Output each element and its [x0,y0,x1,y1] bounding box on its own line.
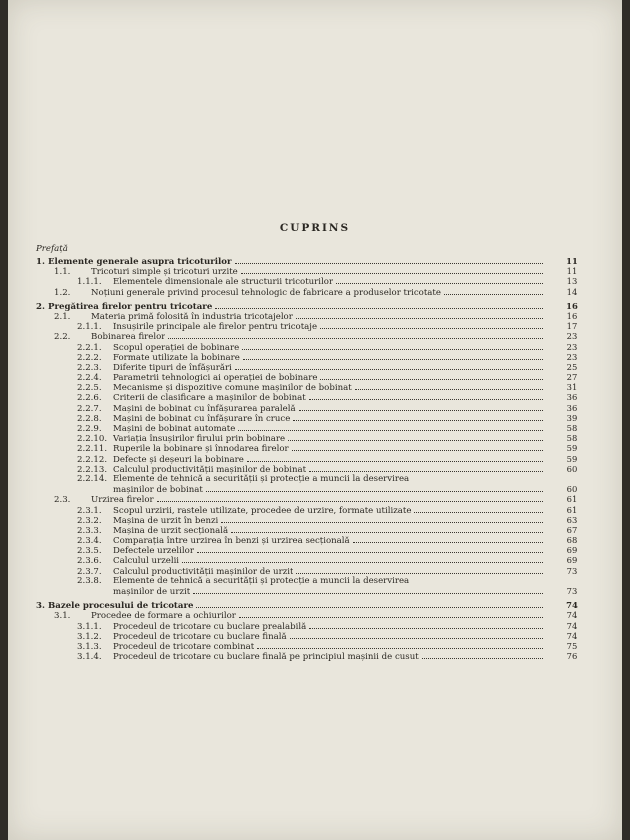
toc-entry-label: Ruperile la bobinare și înnodarea firelor [113,444,289,455]
dot-leader [168,331,543,339]
toc-entry-label: Defecte și deșeuri la bobinare [113,454,244,465]
toc-entry [36,276,578,288]
toc-entry-number: 2.2.10. [77,434,108,445]
toc-entry [36,565,578,577]
toc-entry [36,651,578,663]
dot-leader [296,311,543,319]
toc-page-number: 73 [566,586,578,596]
toc-entry-label: Procedeul de tricotare cu buclare finală [113,631,287,642]
toc-entry-number: 2.3.2. [77,515,102,526]
toc-page-number: 69 [566,555,578,566]
toc-page-number: 36 [566,392,578,403]
toc-entry [36,351,578,363]
toc-page-number: 23 [566,341,578,352]
toc-entry-label: Tricoturi simple și tricoturi urzite [91,267,238,278]
dot-leader [215,301,543,309]
toc-page-number: 31 [566,382,578,393]
toc-page-number: 39 [566,412,578,423]
toc-entry-number: 3.1.4. [77,652,102,663]
toc-entry-number: 2.2. [54,332,71,343]
toc-entry-label: Scopul urzirii, rastele utilizate, procedee de urzire, formate utilizate [113,505,412,516]
dot-leader [221,515,543,523]
toc-entry [36,310,578,322]
dot-leader [182,555,543,563]
toc-entry [36,372,578,384]
toc-entry-label: Elementele dimensionale ale structurii tricoturilor [113,277,334,288]
dot-leader [320,372,543,380]
toc-entry [36,433,578,445]
preface-entry: Prefață [36,244,68,254]
toc-page-number: 23 [566,351,578,362]
toc-entry-label: Variația însușirilor firului prin bobinare [113,434,286,445]
dot-leader [238,423,543,431]
toc-entry [36,266,578,278]
toc-page-number: 74 [566,620,578,631]
toc-entry-label: Calculul productivității mașinilor de bobinat [113,464,307,475]
toc-entry [36,402,578,414]
toc-entry-number: 2.3.7. [77,566,102,577]
toc-entry-label: Însușirile principale ale firelor pentru tricotaje [113,322,318,333]
toc-page-number: 11 [566,266,578,277]
toc-entry-number: 2.2.2. [77,352,102,363]
toc-entry [36,286,578,298]
dot-leader [355,382,543,390]
toc-entry-label: Mașina de urzit secțională [113,525,229,536]
toc-page-number: 60 [566,463,578,474]
dot-leader [242,342,543,350]
toc-page-number: 25 [566,361,578,372]
toc-entry-label: Procedeul de tricotare cu buclare finală pe principiul mașinii de cusut [113,652,419,663]
dot-leader [414,505,543,513]
toc-entry-number: 1.1. [54,267,71,278]
dot-leader [309,621,543,629]
toc-page-number: 58 [566,423,578,433]
toc-entry-label: Mașini de bobinat cu înfășurarea paralelă [113,403,296,414]
toc-entry-number: 2.1.1. [77,322,102,333]
toc-entry-number: 2.3.1. [77,505,102,516]
toc-entry-number: 1.1.1. [77,277,102,288]
dot-leader [247,454,543,462]
toc-entry-label: Mașina de urzit în benzi [113,515,219,526]
toc-entry-number: 3.1.3. [77,641,102,652]
toc-entry [36,361,578,373]
toc-entry-label: Diferite tipuri de înfășurări [113,362,232,373]
toc-page-number: 69 [566,545,578,556]
toc-entry-number: 2.2.1. [77,342,102,353]
toc-entry [36,443,578,455]
dot-leader [239,610,543,618]
toc-list [36,256,578,663]
dot-leader [197,545,543,553]
toc-page-number: 60 [566,484,578,495]
dot-leader [157,494,543,502]
toc-entry-label: Formate utilizate la bobinare [113,352,240,363]
dot-leader [336,276,543,284]
dot-leader [206,484,543,492]
dot-leader [353,535,543,543]
toc-entry [36,600,578,612]
dot-leader [231,525,543,533]
dot-leader [299,403,543,411]
toc-page-number: 13 [566,276,578,287]
toc-entry-continuation [36,586,578,597]
dot-leader [320,321,543,329]
toc-entry-continuation [36,484,578,496]
toc-entry-number: 3. [36,601,45,612]
toc-page-number: 11 [566,256,578,266]
toc-page-number: 76 [566,651,578,662]
toc-entry-label: Urzirea firelor [91,495,154,506]
dot-leader [257,641,543,649]
table-of-contents [36,220,578,663]
toc-entry [36,300,578,312]
dot-leader [422,651,543,659]
toc-page-number: 16 [566,300,578,311]
toc-entry [36,321,578,333]
toc-entry [36,514,578,526]
dot-leader [444,287,543,295]
toc-entry-label: Bazele procesului de tricotare [48,601,194,612]
dot-leader [292,443,543,451]
dot-leader [290,631,543,639]
toc-entry-label: Procedeul de tricotare cu buclare prealabilă [113,621,307,632]
dot-leader [196,600,543,608]
toc-entry-label: Pregătirea firelor pentru tricotare [48,301,213,312]
toc-page-number: 58 [566,433,578,444]
toc-entry-label-continued: mașinilor de bobinat [113,485,203,496]
toc-page-number: 63 [566,514,578,525]
toc-entry-number: 2.3.4. [77,536,102,547]
toc-entry [36,463,578,475]
dot-leader [293,413,543,421]
dot-leader [296,566,543,574]
toc-entry-number: 2.2.3. [77,362,102,373]
toc-entry-label: Comparația între urzirea în benzi și urzirea secțională [113,536,350,547]
toc-entry-label: Mecanisme și dispozitive comune mașinilor de bobinat [113,383,352,394]
toc-entry-number: 2.2.7. [77,403,102,414]
toc-entry-number: 1. [36,257,45,267]
toc-page-number: 16 [566,310,578,321]
dot-leader [309,392,543,400]
toc-entry [36,640,578,652]
toc-page-number: 17 [566,321,578,332]
dot-leader [309,464,543,472]
toc-entry-number: 2.3.8. [77,575,102,586]
toc-entry-label: Materia primă folosită în industria tricotajelor [91,311,293,322]
toc-entry-label: Elemente generale asupra tricoturilor [48,257,232,267]
dot-leader [288,433,543,441]
toc-entry-number: 2.2.13. [77,464,108,475]
toc-entry-label: Elemente de tehnică a securității și protecție a muncii la deservirea [113,473,410,484]
toc-entry-number: 2.2.14. [77,473,108,484]
toc-entry-number: 3.1. [54,611,71,622]
toc-entry-label-continued: mașinilor de urzit [113,587,191,597]
toc-entry-number: 2. [36,301,45,312]
toc-entry-number: 2.2.12. [77,454,108,465]
toc-entry [36,545,578,557]
toc-entry-number: 1.2. [54,287,71,298]
toc-entry-label: Procedee de formare a ochiurilor [91,611,236,622]
toc-entry-number: 2.3.3. [77,525,102,536]
toc-entry [36,630,578,642]
toc-entry [36,423,578,434]
toc-page-number: 74 [566,630,578,641]
toc-entry-label: Defectele urzelilor [113,546,194,557]
toc-entry [36,555,578,567]
toc-entry [36,610,578,622]
toc-entry [36,620,578,632]
page-title: CUPRINS [279,222,351,234]
toc-page-number: 61 [566,504,578,515]
toc-entry-label: Parametrii tehnologici ai operației de bobinare [113,373,318,384]
toc-entry-number: 3.1.2. [77,631,102,642]
toc-entry-label: Elemente de tehnică a securității și protecție a muncii la deservirea [113,575,410,586]
toc-page-number: 14 [566,286,578,297]
toc-entry [36,576,546,586]
toc-page-number: 74 [566,600,578,611]
toc-entry [36,382,578,394]
dot-leader [235,362,543,370]
toc-entry-label: Procedeul de tricotare combinat [113,641,255,652]
toc-entry-number: 2.3.6. [77,556,102,567]
toc-entry-label: Mașini de bobinat automate [113,424,236,434]
toc-entry [36,331,578,343]
toc-entry-label: Calculul urzelii [113,556,180,567]
toc-entry-label: Criterii de clasificare a mașinilor de bobinat [113,393,306,404]
toc-entry-number: 2.3.5. [77,546,102,557]
toc-entry [36,524,578,536]
toc-entry-number: 2.2.5. [77,383,102,394]
toc-entry [36,474,546,484]
toc-entry [36,535,578,547]
toc-page-number: 23 [566,331,578,342]
toc-page-number: 73 [566,565,578,576]
toc-entry-number: 2.2.6. [77,393,102,404]
toc-entry-label: Noțiuni generale privind procesul tehnologic de fabricare a produselor tricotate [91,287,441,298]
toc-entry-label: Calculul productivității mașinilor de urzit [113,566,294,577]
toc-entry [36,256,578,267]
toc-entry-number: 2.2.11. [77,444,108,455]
toc-page-number: 75 [566,640,578,651]
toc-entry [36,412,578,424]
dot-leader [193,586,543,594]
toc-entry-number: 3.1.1. [77,621,102,632]
toc-entry [36,341,578,353]
toc-entry-label: Mașini de bobinat cu înfășurare în cruce [113,413,291,424]
toc-entry [36,494,578,506]
toc-entry [36,453,578,465]
dot-leader [243,352,543,360]
toc-entry [36,392,578,404]
toc-entry-number: 2.2.8. [77,413,102,424]
toc-page-number: 27 [566,372,578,383]
toc-entry [36,504,578,516]
book-page [8,0,622,840]
toc-entry-number: 2.3. [54,495,71,506]
toc-entry-number: 2.1. [54,311,71,322]
toc-page-number: 67 [566,524,578,535]
toc-page-number: 74 [566,610,578,621]
toc-entry-label: Scopul operației de bobinare [113,342,240,353]
toc-page-number: 68 [566,535,578,546]
toc-page-number: 61 [566,494,578,505]
toc-entry-number: 2.2.9. [77,424,102,434]
toc-page-number: 59 [566,453,578,464]
toc-page-number: 59 [566,443,578,454]
toc-entry-label: Bobinarea firelor [91,332,166,343]
toc-page-number: 36 [566,402,578,413]
dot-leader [241,266,543,274]
dot-leader [235,256,543,264]
toc-entry-number: 2.2.4. [77,373,102,384]
